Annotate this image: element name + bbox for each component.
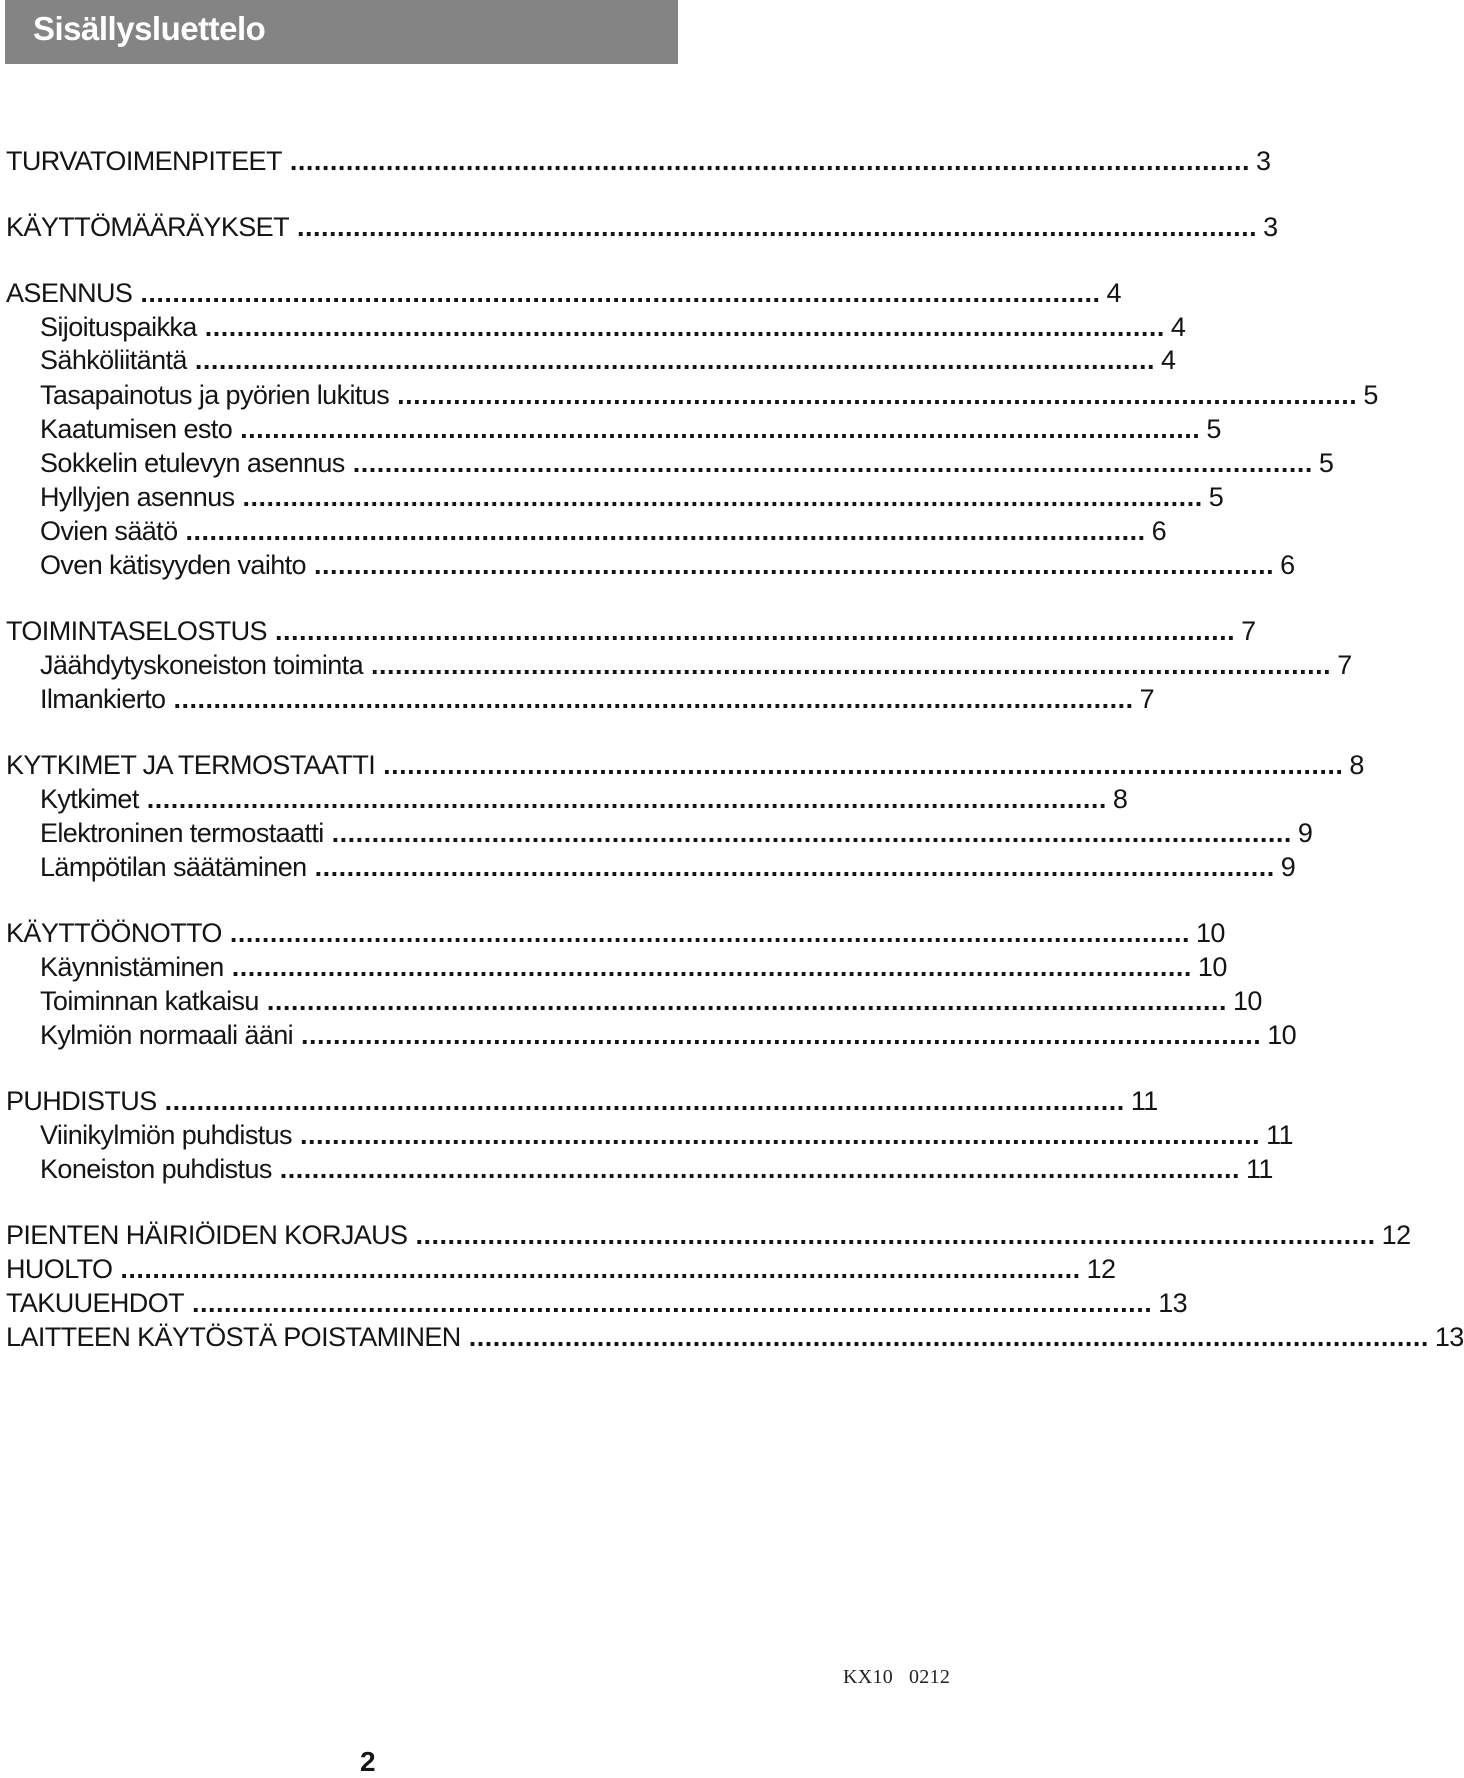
dot-leader: ........................................................................................................................	[314, 852, 1275, 882]
toc-entry	[6, 1084, 1158, 1118]
dot-leader: ........................................................................................................................	[274, 616, 1236, 646]
toc-entry-page: 7	[1139, 684, 1155, 714]
toc-entry-page: 7	[1241, 616, 1256, 646]
dot-leader: ........................................................................................................................	[352, 448, 1313, 478]
dot-leader: ........................................................................................................................	[242, 482, 1203, 512]
toc-entry-label: Kylmiön normaali ääni	[40, 1020, 294, 1050]
toc-entry-page: 9	[1280, 852, 1296, 882]
toc-entry-label: PUHDISTUS	[6, 1086, 157, 1116]
toc-entry	[40, 480, 1224, 514]
dot-leader: ........................................................................................................................	[383, 750, 1344, 780]
toc-entry-page: 10	[1267, 1020, 1297, 1050]
dot-leader: ........................................................................................................................	[279, 1154, 1240, 1184]
toc-entry-label: TAKUUEHDOT	[6, 1288, 185, 1318]
dot-leader: ........................................................................................................................	[146, 784, 1107, 814]
dot-leader: ........................................................................................................................	[140, 278, 1101, 308]
toc-entry-label: Oven kätisyyden vaihto	[40, 550, 306, 580]
toc-entry-page: 11	[1130, 1086, 1158, 1116]
toc-entry	[6, 748, 1364, 782]
toc-entry	[40, 343, 1176, 377]
toc-entry	[6, 1286, 1188, 1320]
toc-entry-page: 10	[1196, 918, 1225, 948]
toc-entry-page: 7	[1337, 650, 1352, 680]
toc-entry	[6, 916, 1225, 950]
dot-leader: ........................................................................................................................	[194, 345, 1155, 375]
toc-entry-label: Ilmankierto	[40, 684, 166, 714]
toc-entry-label: Tasapainotus ja pyörien lukitus	[40, 380, 390, 410]
toc-entry-label: Toiminnan katkaisu	[40, 986, 259, 1016]
toc-entry	[40, 816, 1313, 850]
toc-entry-page: 10	[1197, 952, 1227, 982]
toc-entry	[40, 782, 1128, 816]
page-title: Sisällysluettelo	[33, 10, 266, 47]
toc-entry-page: 4	[1106, 278, 1121, 308]
toc-entry	[40, 514, 1167, 548]
toc-entry	[40, 984, 1262, 1018]
toc-entry-page: 4	[1161, 345, 1176, 375]
toc-entry-page: 5	[1206, 414, 1221, 444]
toc-entry-page: 13	[1158, 1288, 1188, 1318]
dot-leader: ........................................................................................................................	[415, 1220, 1376, 1250]
toc-entry-page: 8	[1112, 784, 1128, 814]
toc-entry	[6, 1218, 1411, 1252]
toc-entry	[40, 548, 1295, 582]
toc-entry-label: Viinikylmiön puhdistus	[40, 1120, 292, 1150]
toc-entry	[40, 310, 1186, 344]
dot-leader: ........................................................................................................................	[331, 818, 1292, 848]
toc-entry-page: 3	[1256, 146, 1271, 176]
dot-leader: ........................................................................................................................	[120, 1254, 1081, 1284]
toc-entry-page: 10	[1233, 986, 1262, 1016]
toc-entry	[6, 614, 1256, 648]
toc-entry-page: 6	[1280, 550, 1295, 580]
dot-leader: ........................................................................................................................	[468, 1322, 1429, 1352]
toc-entry-label: Sijoituspaikka	[40, 312, 197, 342]
toc-entry	[40, 1152, 1273, 1186]
toc-entry-label: Kaatumisen esto	[40, 414, 233, 444]
toc-entry-page: 9	[1297, 818, 1313, 848]
toc-entry-label: Jäähdytyskoneiston toiminta	[40, 650, 363, 680]
toc-entry-label: Sähköliitäntä	[40, 345, 187, 375]
dot-leader: ........................................................................................................................	[301, 1020, 1262, 1050]
toc-entry-label: Elektroninen termostaatti	[40, 818, 324, 848]
toc-entry-label: TOIMINTASELOSTUS	[6, 616, 267, 646]
dot-leader: ........................................................................................................................	[204, 312, 1165, 342]
toc-entry-label: Ovien säätö	[40, 516, 178, 546]
toc-entry	[40, 1018, 1297, 1052]
toc-entry-label: KÄYTTÖÖNOTTO	[6, 918, 222, 948]
toc-entry-page: 3	[1263, 212, 1278, 242]
toc-entry-label: KÄYTTÖMÄÄRÄYKSET	[6, 212, 289, 242]
toc-entry	[40, 446, 1334, 480]
header-bar	[5, 0, 678, 64]
toc-entry	[40, 950, 1227, 984]
toc-entry-page: 13	[1434, 1322, 1464, 1352]
dot-leader: ........................................................................................................................	[173, 684, 1134, 714]
dot-leader: ........................................................................................................................	[371, 650, 1332, 680]
toc-entry	[40, 378, 1378, 412]
toc-entry-page: 12	[1381, 1220, 1411, 1250]
dot-leader: ........................................................................................................................	[289, 146, 1251, 176]
toc-entry	[40, 682, 1155, 716]
document-code: KX10 0212	[843, 1666, 951, 1688]
dot-leader: ........................................................................................................................	[164, 1086, 1125, 1116]
toc-entry-page: 5	[1363, 380, 1378, 410]
dot-leader: ........................................................................................................................	[231, 952, 1192, 982]
toc-entry-page: 12	[1086, 1254, 1116, 1284]
dot-leader: ........................................................................................................................	[266, 986, 1228, 1016]
toc-entry	[6, 1320, 1464, 1354]
dot-leader: ........................................................................................................................	[229, 918, 1191, 948]
toc-entry-label: HUOLTO	[6, 1254, 113, 1284]
toc-entry	[6, 144, 1271, 178]
toc-entry	[6, 276, 1121, 310]
toc-entry	[40, 1118, 1293, 1152]
dot-leader: ........................................................................................................................	[240, 414, 1201, 444]
toc-entry-label: LAITTEEN KÄYTÖSTÄ POISTAMINEN	[6, 1322, 461, 1352]
toc-entry-page: 8	[1349, 750, 1364, 780]
toc-entry	[40, 412, 1221, 446]
toc-entry-page: 11	[1245, 1154, 1273, 1184]
dot-leader: ........................................................................................................................	[185, 516, 1146, 546]
toc-entry-label: ASENNUS	[6, 278, 133, 308]
dot-leader: ........................................................................................................................	[192, 1288, 1153, 1318]
toc-entry-label: PIENTEN HÄIRIÖIDEN KORJAUS	[6, 1220, 408, 1250]
toc-entry-label: Käynnistäminen	[40, 952, 224, 982]
page-number: 2	[360, 1746, 376, 1777]
toc-entry-page: 5	[1318, 448, 1334, 478]
toc-entry-label: Koneiston puhdistus	[40, 1154, 272, 1184]
toc-entry-label: Lämpötilan säätäminen	[40, 852, 307, 882]
toc-entry	[40, 648, 1352, 682]
toc-entry-label: Hyllyjen asennus	[40, 482, 235, 512]
toc-entry-page: 11	[1266, 1120, 1293, 1150]
toc-entry	[40, 850, 1296, 884]
toc-entry-page: 6	[1151, 516, 1167, 546]
dot-leader: ........................................................................................................................	[299, 1120, 1261, 1150]
toc-entry	[6, 1252, 1116, 1286]
toc-entry-page: 4	[1170, 312, 1186, 342]
toc-entry-label: Sokkelin etulevyn asennus	[40, 448, 345, 478]
toc-entry-label: TURVATOIMENPITEET	[6, 146, 282, 176]
toc-entry	[6, 210, 1278, 244]
dot-leader: ........................................................................................................................	[397, 380, 1358, 410]
dot-leader: ........................................................................................................................	[296, 212, 1258, 242]
toc-entry-page: 5	[1208, 482, 1224, 512]
toc-entry-label: Kytkimet	[40, 784, 139, 814]
dot-leader: ........................................................................................................................	[313, 550, 1275, 580]
toc-entry-label: KYTKIMET JA TERMOSTAATTI	[6, 750, 376, 780]
